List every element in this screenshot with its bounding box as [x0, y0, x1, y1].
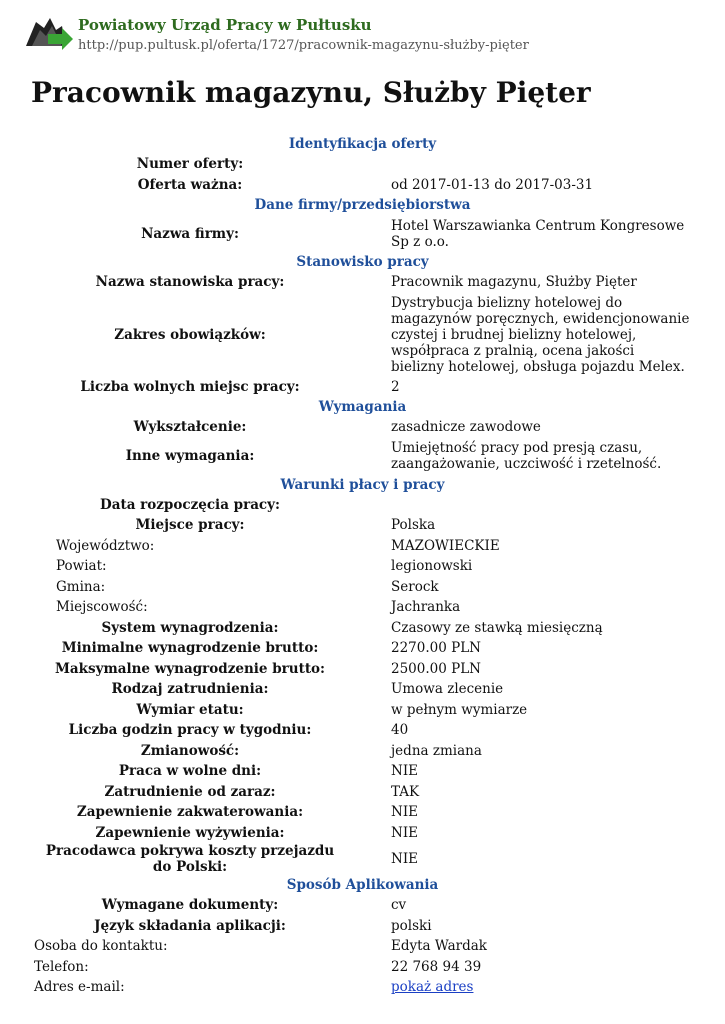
value: legionowski	[391, 558, 473, 575]
label: Zatrudnienie od zaraz:	[104, 783, 276, 800]
label: Oferta ważna:	[137, 176, 243, 193]
offer-url[interactable]: http://pup.pultusk.pl/oferta/1727/pracownik-magazynu-służby-pięter	[78, 38, 529, 53]
label: Zakres obowiązków:	[114, 326, 266, 343]
value: zasadnicze zawodowe	[391, 419, 541, 436]
label: Zmianowość:	[140, 742, 240, 759]
row-wymiar	[0, 700, 725, 721]
offer-details	[0, 134, 725, 998]
value: 22 768 94 39	[391, 958, 482, 975]
value: MAZOWIECKIE	[391, 537, 500, 554]
row-wyksztalcenie	[0, 417, 725, 438]
label: Maksymalne wynagrodzenie brutto:	[54, 660, 326, 677]
label: Telefon:	[34, 958, 89, 975]
site-name[interactable]: Powiatowy Urząd Pracy w Pułtusku	[78, 16, 372, 34]
row-oferta-wazna	[0, 175, 725, 196]
value: 2	[391, 378, 400, 395]
row-nazwa-stanowiska	[0, 272, 725, 293]
label: Miejscowość:	[56, 599, 148, 616]
row-zakres	[0, 293, 725, 377]
label: Powiat:	[56, 558, 107, 575]
label: Zapewnienie wyżywienia:	[95, 824, 285, 841]
label: Liczba godzin pracy w tygodniu:	[68, 722, 312, 739]
value: w pełnym wymiarze	[391, 701, 528, 718]
value: cv	[391, 897, 407, 914]
value: Czasowy ze stawką miesięczną	[391, 619, 603, 636]
value: Hotel Warszawianka Centrum Kongresowe Sp z o.o.	[391, 217, 685, 250]
row-kontakt	[0, 936, 725, 957]
section-firma: Dane firmy/przedsiębiorstwa	[254, 197, 471, 213]
site-header	[26, 14, 716, 58]
row-numer-oferty	[0, 154, 725, 175]
value: 2270.00 PLN	[391, 640, 481, 657]
row-miejsce-pracy	[0, 515, 725, 536]
page-title: Pracownik magazynu, Służby Pięter	[31, 76, 591, 109]
label: Pracodawca pokrywa koszty przejazdu do Polski:	[45, 843, 335, 875]
label: Wymagane dokumenty:	[101, 897, 279, 914]
value: 40	[391, 722, 409, 739]
value: TAK	[391, 783, 420, 800]
label: Język składania aplikacji:	[94, 917, 286, 934]
row-jezyk	[0, 916, 725, 937]
value: Umiejętność pracy pod presją czasu, zaangażowanie, uczciwość i rzetelność.	[391, 440, 662, 472]
label: Gmina:	[56, 578, 106, 595]
value: NIE	[391, 763, 418, 780]
value: Polska	[391, 517, 436, 534]
value: Umowa zlecenie	[391, 681, 504, 698]
row-email	[0, 977, 725, 998]
label: Numer oferty:	[136, 156, 244, 173]
value: Serock	[391, 578, 439, 595]
label: System wynagrodzenia:	[101, 619, 279, 636]
row-min-brutto	[0, 638, 725, 659]
label: Liczba wolnych miejsc pracy:	[80, 378, 300, 395]
label: Zapewnienie zakwaterowania:	[76, 804, 304, 821]
row-wolne-dni	[0, 761, 725, 782]
row-max-brutto	[0, 659, 725, 680]
row-data-rozpoczecia	[0, 495, 725, 516]
label: Praca w wolne dni:	[118, 763, 262, 780]
label: Minimalne wynagrodzenie brutto:	[61, 640, 319, 657]
section-aplikowanie: Sposób Aplikowania	[286, 877, 439, 893]
label: Inne wymagania:	[125, 448, 255, 464]
row-telefon	[0, 957, 725, 978]
section-warunki: Warunki płacy i pracy	[280, 476, 445, 493]
row-przejazd	[0, 843, 725, 875]
row-wyzywienie	[0, 823, 725, 844]
row-system	[0, 618, 725, 639]
pup-logo-icon	[26, 16, 74, 50]
label: Rodzaj zatrudnienia:	[111, 681, 269, 698]
row-od-zaraz	[0, 782, 725, 803]
show-email-link[interactable]: pokaż adres	[391, 979, 474, 996]
section-wymagania: Wymagania	[318, 399, 407, 415]
label: Nazwa stanowiska pracy:	[95, 274, 285, 291]
label: Województwo:	[56, 537, 155, 554]
row-inne-wymagania	[0, 438, 725, 475]
label: Osoba do kontaktu:	[34, 938, 168, 955]
value: NIE	[391, 851, 418, 867]
label: Wymiar etatu:	[136, 701, 244, 718]
row-rodzaj	[0, 679, 725, 700]
label: Wykształcenie:	[133, 419, 247, 436]
value: NIE	[391, 824, 418, 841]
label: Data rozpoczęcia pracy:	[100, 496, 280, 513]
value: od 2017-01-13 do 2017-03-31	[391, 176, 594, 193]
value: 2500.00 PLN	[391, 660, 481, 677]
value: NIE	[391, 804, 418, 821]
row-zmianowosc	[0, 741, 725, 762]
value: Dystrybucja bielizny hotelowej do magazynów poręcznych, ewidencjonowanie czystej i brudnej bielizny hotelowej, współpraca z pralnią, ocena jakości bielizny hotelowej, obsługa pojazdu Melex.	[391, 294, 690, 375]
row-powiat	[0, 556, 725, 577]
value: jedna zmiana	[391, 742, 482, 759]
row-miejscowosc	[0, 597, 725, 618]
label: Miejsce pracy:	[135, 517, 245, 534]
row-liczba-miejsc	[0, 377, 725, 398]
value: polski	[391, 917, 432, 934]
section-stanowisko: Stanowisko pracy	[296, 254, 429, 270]
value	[335, 979, 691, 995]
section-identyfikacja: Identyfikacja oferty	[288, 136, 437, 152]
value: Jachranka	[391, 599, 461, 616]
row-godziny	[0, 720, 725, 741]
row-wojewodztwo	[0, 536, 725, 557]
row-gmina	[0, 577, 725, 598]
row-dokumenty	[0, 895, 725, 916]
label: Adres e-mail:	[34, 979, 125, 996]
label: Nazwa firmy:	[141, 225, 239, 242]
row-nazwa-firmy	[0, 215, 725, 252]
value: Pracownik magazynu, Służby Pięter	[391, 274, 637, 291]
value: Edyta Wardak	[391, 938, 487, 955]
row-zakwaterowanie	[0, 802, 725, 823]
